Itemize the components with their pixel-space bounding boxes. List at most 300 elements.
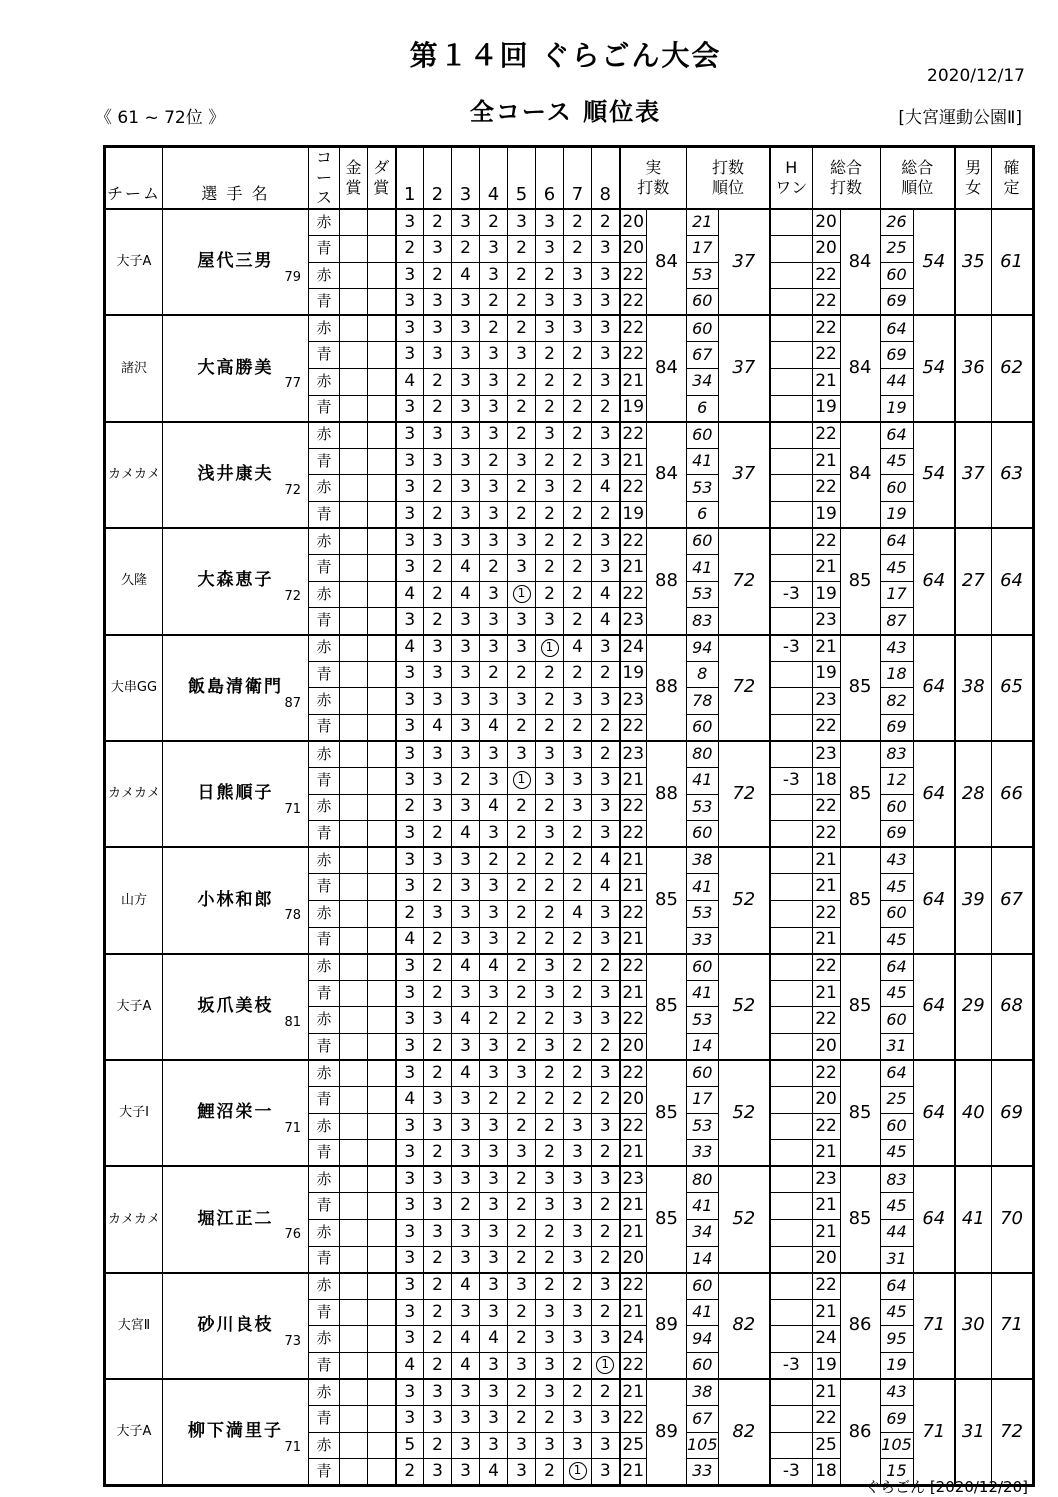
hole-score-cell <box>536 635 564 662</box>
col-hio-l2: ワン <box>775 178 808 197</box>
hole-score-cell: 2 <box>480 448 508 475</box>
round-total-cell: 18 <box>812 1459 840 1486</box>
hole-score-cell: 2 <box>592 1087 620 1114</box>
hole-score-cell: 3 <box>452 289 480 316</box>
hole-score-cell: 2 <box>508 661 536 688</box>
overall-rank-cell: 64 <box>913 528 955 634</box>
player-name-cell <box>163 741 309 847</box>
round-total-rank-cell: 105 <box>880 1432 913 1459</box>
hole-score-cell: 3 <box>592 528 620 555</box>
round-rank-cell: 41 <box>687 767 719 794</box>
round-sum-cell: 22 <box>620 900 647 927</box>
round-sum-cell: 22 <box>620 581 647 608</box>
player-handicap: 78 <box>284 908 301 924</box>
round-row <box>105 315 1034 342</box>
hole-score-cell: 2 <box>480 555 508 582</box>
hole-score-cell: 3 <box>452 422 480 449</box>
hole-score-cell: 3 <box>396 475 424 502</box>
hole-score-cell: 2 <box>508 954 536 981</box>
grand-total-cell: 85 <box>840 1166 880 1272</box>
round-rank-cell: 6 <box>687 395 719 422</box>
hio-adjust-cell <box>770 448 812 475</box>
hole-score-cell: 3 <box>480 502 508 529</box>
team-name-cell: 大宮Ⅱ <box>105 1273 163 1379</box>
hole-score-cell: 3 <box>480 1220 508 1247</box>
overall-rank-cell: 71 <box>913 1379 955 1485</box>
hole-score-cell: 2 <box>536 847 564 874</box>
hole-score-cell: 3 <box>452 1033 480 1060</box>
player-name-cell <box>163 1273 309 1379</box>
round-rank-cell: 41 <box>687 1299 719 1326</box>
player-name-cell <box>163 1060 309 1166</box>
round-row <box>105 209 1034 236</box>
round-total-cell: 21 <box>812 1299 840 1326</box>
da-prize-cell <box>368 714 396 741</box>
actual-total-cell: 89 <box>647 1273 687 1379</box>
da-prize-cell <box>368 688 396 715</box>
round-sum-cell: 20 <box>620 236 647 263</box>
da-prize-cell <box>368 847 396 874</box>
hio-adjust-cell <box>770 714 812 741</box>
hole-score-cell: 3 <box>396 528 424 555</box>
hio-adjust-cell <box>770 209 812 236</box>
round-total-rank-cell: 82 <box>880 688 913 715</box>
hole-score-cell: 3 <box>536 767 564 794</box>
hole-score-cell: 2 <box>536 1246 564 1273</box>
hole-score-cell: 2 <box>480 1007 508 1034</box>
hole-score-cell: 3 <box>592 1273 620 1300</box>
hole-score-cell: 5 <box>396 1432 424 1459</box>
hole-score-cell: 2 <box>508 395 536 422</box>
hole-score-cell: 2 <box>536 1140 564 1167</box>
hole-score-cell: 3 <box>424 794 452 821</box>
da-prize-cell <box>368 980 396 1007</box>
player-name: 坂爪美枝 <box>197 995 274 1016</box>
hole-score-cell: 3 <box>452 741 480 768</box>
col-total-rank <box>880 147 955 210</box>
overall-rank-cell: 64 <box>913 1060 955 1166</box>
player-name-cell <box>163 635 309 741</box>
round-rank-cell: 60 <box>687 714 719 741</box>
round-rank-cell: 94 <box>687 1326 719 1353</box>
hole-score-cell: 3 <box>396 1140 424 1167</box>
player-name: 大森恵子 <box>197 570 274 591</box>
hole-score-cell: 3 <box>480 1140 508 1167</box>
overall-rank-cell: 64 <box>913 954 955 1060</box>
team-name-cell: 大串GG <box>105 635 163 741</box>
hio-adjust-cell <box>770 475 812 502</box>
hio-adjust-cell <box>770 688 812 715</box>
hole-score-cell: 2 <box>536 1060 564 1087</box>
hole-score-cell: 3 <box>424 635 452 662</box>
hole-score-cell: 2 <box>452 767 480 794</box>
gold-prize-cell <box>340 342 368 369</box>
round-total-rank-cell: 69 <box>880 342 913 369</box>
final-rank-cell: 67 <box>991 847 1033 953</box>
gold-prize-cell <box>340 900 368 927</box>
course-cell: 赤 <box>309 1273 340 1300</box>
course-cell: 赤 <box>309 581 340 608</box>
hole-score-cell: 3 <box>396 767 424 794</box>
hole-score-cell: 3 <box>508 635 536 662</box>
course-cell: 青 <box>309 1087 340 1114</box>
hole-in-one-mark: 1 <box>513 585 531 603</box>
round-sum-cell: 23 <box>620 608 647 635</box>
actual-total-cell: 88 <box>647 635 687 741</box>
hole-score-cell: 2 <box>424 608 452 635</box>
hio-adjust-cell <box>770 900 812 927</box>
hole-score-cell: 3 <box>396 1273 424 1300</box>
hole-score-cell: 3 <box>564 1299 592 1326</box>
hole-score-cell: 3 <box>396 688 424 715</box>
grand-total-cell: 85 <box>840 528 880 634</box>
course-cell: 青 <box>309 714 340 741</box>
round-total-cell: 21 <box>812 1220 840 1247</box>
hole-score-cell: 2 <box>424 1060 452 1087</box>
hole-score-cell: 3 <box>564 741 592 768</box>
hole-score-cell: 2 <box>508 475 536 502</box>
da-prize-cell <box>368 1326 396 1353</box>
hole-score-cell: 2 <box>508 262 536 289</box>
round-row <box>105 1379 1034 1406</box>
hole-score-cell: 4 <box>452 1326 480 1353</box>
hole-score-cell: 3 <box>536 1193 564 1220</box>
strokes-rank-cell: 37 <box>718 315 770 421</box>
hole-score-cell: 2 <box>592 1193 620 1220</box>
hio-adjust-cell <box>770 1087 812 1114</box>
hole-score-cell: 3 <box>424 1220 452 1247</box>
hole-score-cell: 4 <box>396 635 424 662</box>
hole-score-cell: 2 <box>508 369 536 396</box>
hole-score-cell: 2 <box>564 475 592 502</box>
hole-score-cell: 3 <box>480 608 508 635</box>
round-rank-cell: 17 <box>687 236 719 263</box>
round-total-rank-cell: 26 <box>880 209 913 236</box>
hole-score-cell: 3 <box>424 1379 452 1406</box>
hole-score-cell: 2 <box>564 608 592 635</box>
gold-prize-cell <box>340 1273 368 1300</box>
round-sum-cell: 22 <box>620 794 647 821</box>
round-total-rank-cell: 44 <box>880 1220 913 1247</box>
round-sum-cell: 22 <box>620 714 647 741</box>
da-prize-cell <box>368 315 396 342</box>
gold-prize-cell <box>340 980 368 1007</box>
round-total-rank-cell: 25 <box>880 1087 913 1114</box>
gold-prize-cell <box>340 581 368 608</box>
col-gender <box>955 147 991 210</box>
hole-score-cell: 2 <box>564 1060 592 1087</box>
final-rank-cell: 63 <box>991 422 1033 528</box>
hole-score-cell: 3 <box>396 1033 424 1060</box>
round-row <box>105 422 1034 449</box>
hole-score-cell: 3 <box>424 236 452 263</box>
hole-score-cell: 3 <box>592 555 620 582</box>
hio-adjust-cell <box>770 1273 812 1300</box>
hole-score-cell: 2 <box>424 1273 452 1300</box>
gold-prize-cell <box>340 1193 368 1220</box>
da-prize-cell <box>368 1193 396 1220</box>
da-prize-cell <box>368 1432 396 1459</box>
hole-score-cell: 3 <box>452 528 480 555</box>
round-sum-cell: 21 <box>620 874 647 901</box>
course-cell: 青 <box>309 767 340 794</box>
col-final-l1: 確 <box>1003 158 1020 177</box>
da-prize-cell <box>368 927 396 954</box>
col-gold-l1: 金 <box>345 158 362 177</box>
round-total-rank-cell: 69 <box>880 821 913 848</box>
round-rank-cell: 53 <box>687 1113 719 1140</box>
hole-score-cell: 2 <box>452 236 480 263</box>
team-name-cell: カメカメ <box>105 1166 163 1272</box>
da-prize-cell <box>368 1060 396 1087</box>
hole-score-cell: 3 <box>396 1326 424 1353</box>
hio-adjust-cell: -3 <box>770 1459 812 1486</box>
hole-score-cell: 3 <box>424 661 452 688</box>
da-prize-cell <box>368 262 396 289</box>
hole-score-cell: 2 <box>592 1140 620 1167</box>
round-total-rank-cell: 64 <box>880 315 913 342</box>
hole-score-cell: 3 <box>592 980 620 1007</box>
hole-score-cell: 4 <box>564 900 592 927</box>
hole-score-cell: 2 <box>424 1353 452 1380</box>
gold-prize-cell <box>340 714 368 741</box>
col-gold-l2: 賞 <box>345 178 362 197</box>
hole-score-cell: 3 <box>452 688 480 715</box>
hio-adjust-cell <box>770 1299 812 1326</box>
hole-score-cell: 2 <box>564 954 592 981</box>
hole-score-cell: 2 <box>480 661 508 688</box>
gender-rank-cell: 39 <box>955 847 991 953</box>
hole-score-cell: 3 <box>592 448 620 475</box>
hole-score-cell: 2 <box>508 900 536 927</box>
hole-score-cell: 3 <box>396 847 424 874</box>
hole-score-cell: 2 <box>424 874 452 901</box>
final-rank-cell: 69 <box>991 1060 1033 1166</box>
hio-adjust-cell <box>770 1140 812 1167</box>
round-total-cell: 20 <box>812 209 840 236</box>
round-rank-cell: 41 <box>687 448 719 475</box>
hio-adjust-cell <box>770 1220 812 1247</box>
hole-score-cell: 3 <box>424 847 452 874</box>
hio-adjust-cell <box>770 236 812 263</box>
course-cell: 赤 <box>309 1432 340 1459</box>
col-total-strokes <box>812 147 880 210</box>
round-rank-cell: 53 <box>687 1007 719 1034</box>
hole-score-cell: 2 <box>424 1140 452 1167</box>
round-total-rank-cell: 31 <box>880 1033 913 1060</box>
round-total-cell: 20 <box>812 1033 840 1060</box>
strokes-rank-cell: 72 <box>718 635 770 741</box>
da-prize-cell <box>368 821 396 848</box>
da-prize-cell <box>368 448 396 475</box>
round-rank-cell: 80 <box>687 1166 719 1193</box>
hole-score-cell: 3 <box>396 1060 424 1087</box>
round-total-rank-cell: 69 <box>880 289 913 316</box>
grand-total-cell: 85 <box>840 847 880 953</box>
gender-rank-cell: 28 <box>955 741 991 847</box>
round-rank-cell: 53 <box>687 794 719 821</box>
hole-score-cell: 2 <box>480 315 508 342</box>
strokes-rank-cell: 82 <box>718 1273 770 1379</box>
hole-score-cell: 2 <box>508 874 536 901</box>
hole-score-cell: 4 <box>592 847 620 874</box>
round-sum-cell: 22 <box>620 1273 647 1300</box>
round-total-rank-cell: 31 <box>880 1246 913 1273</box>
player-handicap: 73 <box>284 1333 301 1349</box>
gold-prize-cell <box>340 315 368 342</box>
hole-score-cell: 3 <box>396 1246 424 1273</box>
round-rank-cell: 105 <box>687 1432 719 1459</box>
hole-score-cell: 3 <box>564 1432 592 1459</box>
da-prize-cell <box>368 1113 396 1140</box>
hole-score-cell: 2 <box>564 209 592 236</box>
venue-label: [大宮運動公園Ⅱ] <box>898 108 1022 128</box>
footer-credit: ぐらごん [2020/12/20] <box>865 1478 1028 1496</box>
hole-score-cell: 3 <box>564 262 592 289</box>
round-sum-cell: 25 <box>620 1432 647 1459</box>
col-hole-8: 8 <box>592 147 620 210</box>
round-total-cell: 21 <box>812 448 840 475</box>
round-sum-cell: 21 <box>620 1193 647 1220</box>
hole-score-cell: 3 <box>536 1166 564 1193</box>
round-sum-cell: 22 <box>620 342 647 369</box>
actual-total-cell: 85 <box>647 1166 687 1272</box>
gold-prize-cell <box>340 1432 368 1459</box>
course-cell: 青 <box>309 821 340 848</box>
hole-score-cell: 3 <box>508 1459 536 1486</box>
gold-prize-cell <box>340 874 368 901</box>
course-cell: 青 <box>309 448 340 475</box>
gold-prize-cell <box>340 369 368 396</box>
course-cell: 青 <box>309 1140 340 1167</box>
hole-score-cell: 2 <box>480 289 508 316</box>
round-total-rank-cell: 15 <box>880 1459 913 1486</box>
round-total-rank-cell: 87 <box>880 608 913 635</box>
round-sum-cell: 21 <box>620 767 647 794</box>
hole-score-cell: 4 <box>396 1353 424 1380</box>
course-cell: 青 <box>309 874 340 901</box>
hole-score-cell: 2 <box>508 1193 536 1220</box>
hole-score-cell: 2 <box>564 369 592 396</box>
gold-prize-cell <box>340 767 368 794</box>
player-name: 日熊順子 <box>197 783 274 804</box>
hole-score-cell: 3 <box>480 1432 508 1459</box>
hole-score-cell: 3 <box>592 688 620 715</box>
hole-score-cell: 2 <box>424 1432 452 1459</box>
round-total-cell: 21 <box>812 1379 840 1406</box>
gold-prize-cell <box>340 236 368 263</box>
hole-score-cell: 2 <box>396 1459 424 1486</box>
actual-total-cell: 85 <box>647 1060 687 1166</box>
hole-score-cell: 3 <box>452 927 480 954</box>
hole-score-cell: 2 <box>564 847 592 874</box>
hole-score-cell: 3 <box>480 1033 508 1060</box>
hole-score-cell: 2 <box>564 1273 592 1300</box>
course-cell: 赤 <box>309 794 340 821</box>
hole-score-cell: 3 <box>424 315 452 342</box>
actual-total-cell: 88 <box>647 528 687 634</box>
course-cell: 青 <box>309 927 340 954</box>
da-prize-cell <box>368 502 396 529</box>
round-total-cell: 22 <box>812 794 840 821</box>
hole-score-cell: 2 <box>536 528 564 555</box>
round-sum-cell: 23 <box>620 741 647 768</box>
course-cell: 赤 <box>309 635 340 662</box>
hole-score-cell: 3 <box>424 767 452 794</box>
round-total-cell: 22 <box>812 1113 840 1140</box>
round-rank-cell: 83 <box>687 608 719 635</box>
player-name: 飯島清衛門 <box>188 676 283 697</box>
da-prize-cell <box>368 635 396 662</box>
strokes-rank-cell: 37 <box>718 209 770 315</box>
hole-score-cell: 2 <box>564 1379 592 1406</box>
da-prize-cell <box>368 1246 396 1273</box>
hole-score-cell: 3 <box>480 342 508 369</box>
hio-adjust-cell <box>770 847 812 874</box>
col-hole-7: 7 <box>564 147 592 210</box>
round-sum-cell: 22 <box>620 289 647 316</box>
round-total-cell: 23 <box>812 741 840 768</box>
hole-score-cell: 2 <box>564 980 592 1007</box>
hole-score-cell: 3 <box>508 741 536 768</box>
hole-score-cell: 3 <box>480 422 508 449</box>
col-hole-2: 2 <box>424 147 452 210</box>
course-cell: 赤 <box>309 475 340 502</box>
hole-score-cell: 2 <box>396 236 424 263</box>
hole-score-cell: 2 <box>592 1033 620 1060</box>
hole-score-cell: 3 <box>508 1432 536 1459</box>
hole-score-cell: 2 <box>564 1353 592 1380</box>
round-total-cell: 22 <box>812 714 840 741</box>
hole-score-cell: 3 <box>396 874 424 901</box>
player-name: 大高勝美 <box>197 357 274 378</box>
actual-total-cell: 89 <box>647 1379 687 1485</box>
gold-prize-cell <box>340 688 368 715</box>
player-name-cell <box>163 209 309 315</box>
gender-rank-cell: 40 <box>955 1060 991 1166</box>
hole-score-cell: 3 <box>396 1113 424 1140</box>
hole-score-cell: 3 <box>592 1060 620 1087</box>
da-prize-cell <box>368 794 396 821</box>
hole-score-cell: 4 <box>480 1326 508 1353</box>
hole-score-cell: 2 <box>564 395 592 422</box>
round-total-rank-cell: 45 <box>880 1193 913 1220</box>
course-cell: 赤 <box>309 422 340 449</box>
course-cell: 赤 <box>309 1166 340 1193</box>
hole-score-cell: 2 <box>536 1113 564 1140</box>
hole-score-cell: 2 <box>508 714 536 741</box>
hole-score-cell: 3 <box>396 422 424 449</box>
da-prize-cell <box>368 1273 396 1300</box>
round-rank-cell: 67 <box>687 342 719 369</box>
player-name: 堀江正二 <box>197 1208 274 1229</box>
course-cell: 赤 <box>309 1379 340 1406</box>
round-total-cell: 19 <box>812 502 840 529</box>
hole-score-cell: 3 <box>452 635 480 662</box>
hole-score-cell: 3 <box>452 342 480 369</box>
round-rank-cell: 53 <box>687 581 719 608</box>
strokes-rank-cell: 52 <box>718 954 770 1060</box>
player-name-cell <box>163 847 309 953</box>
hole-score-cell: 2 <box>424 369 452 396</box>
hole-score-cell: 2 <box>536 1459 564 1486</box>
round-rank-cell: 38 <box>687 1379 719 1406</box>
hole-score-cell: 2 <box>592 395 620 422</box>
round-sum-cell: 21 <box>620 927 647 954</box>
round-total-cell: 21 <box>812 874 840 901</box>
hole-score-cell: 3 <box>592 236 620 263</box>
round-sum-cell: 22 <box>620 1007 647 1034</box>
